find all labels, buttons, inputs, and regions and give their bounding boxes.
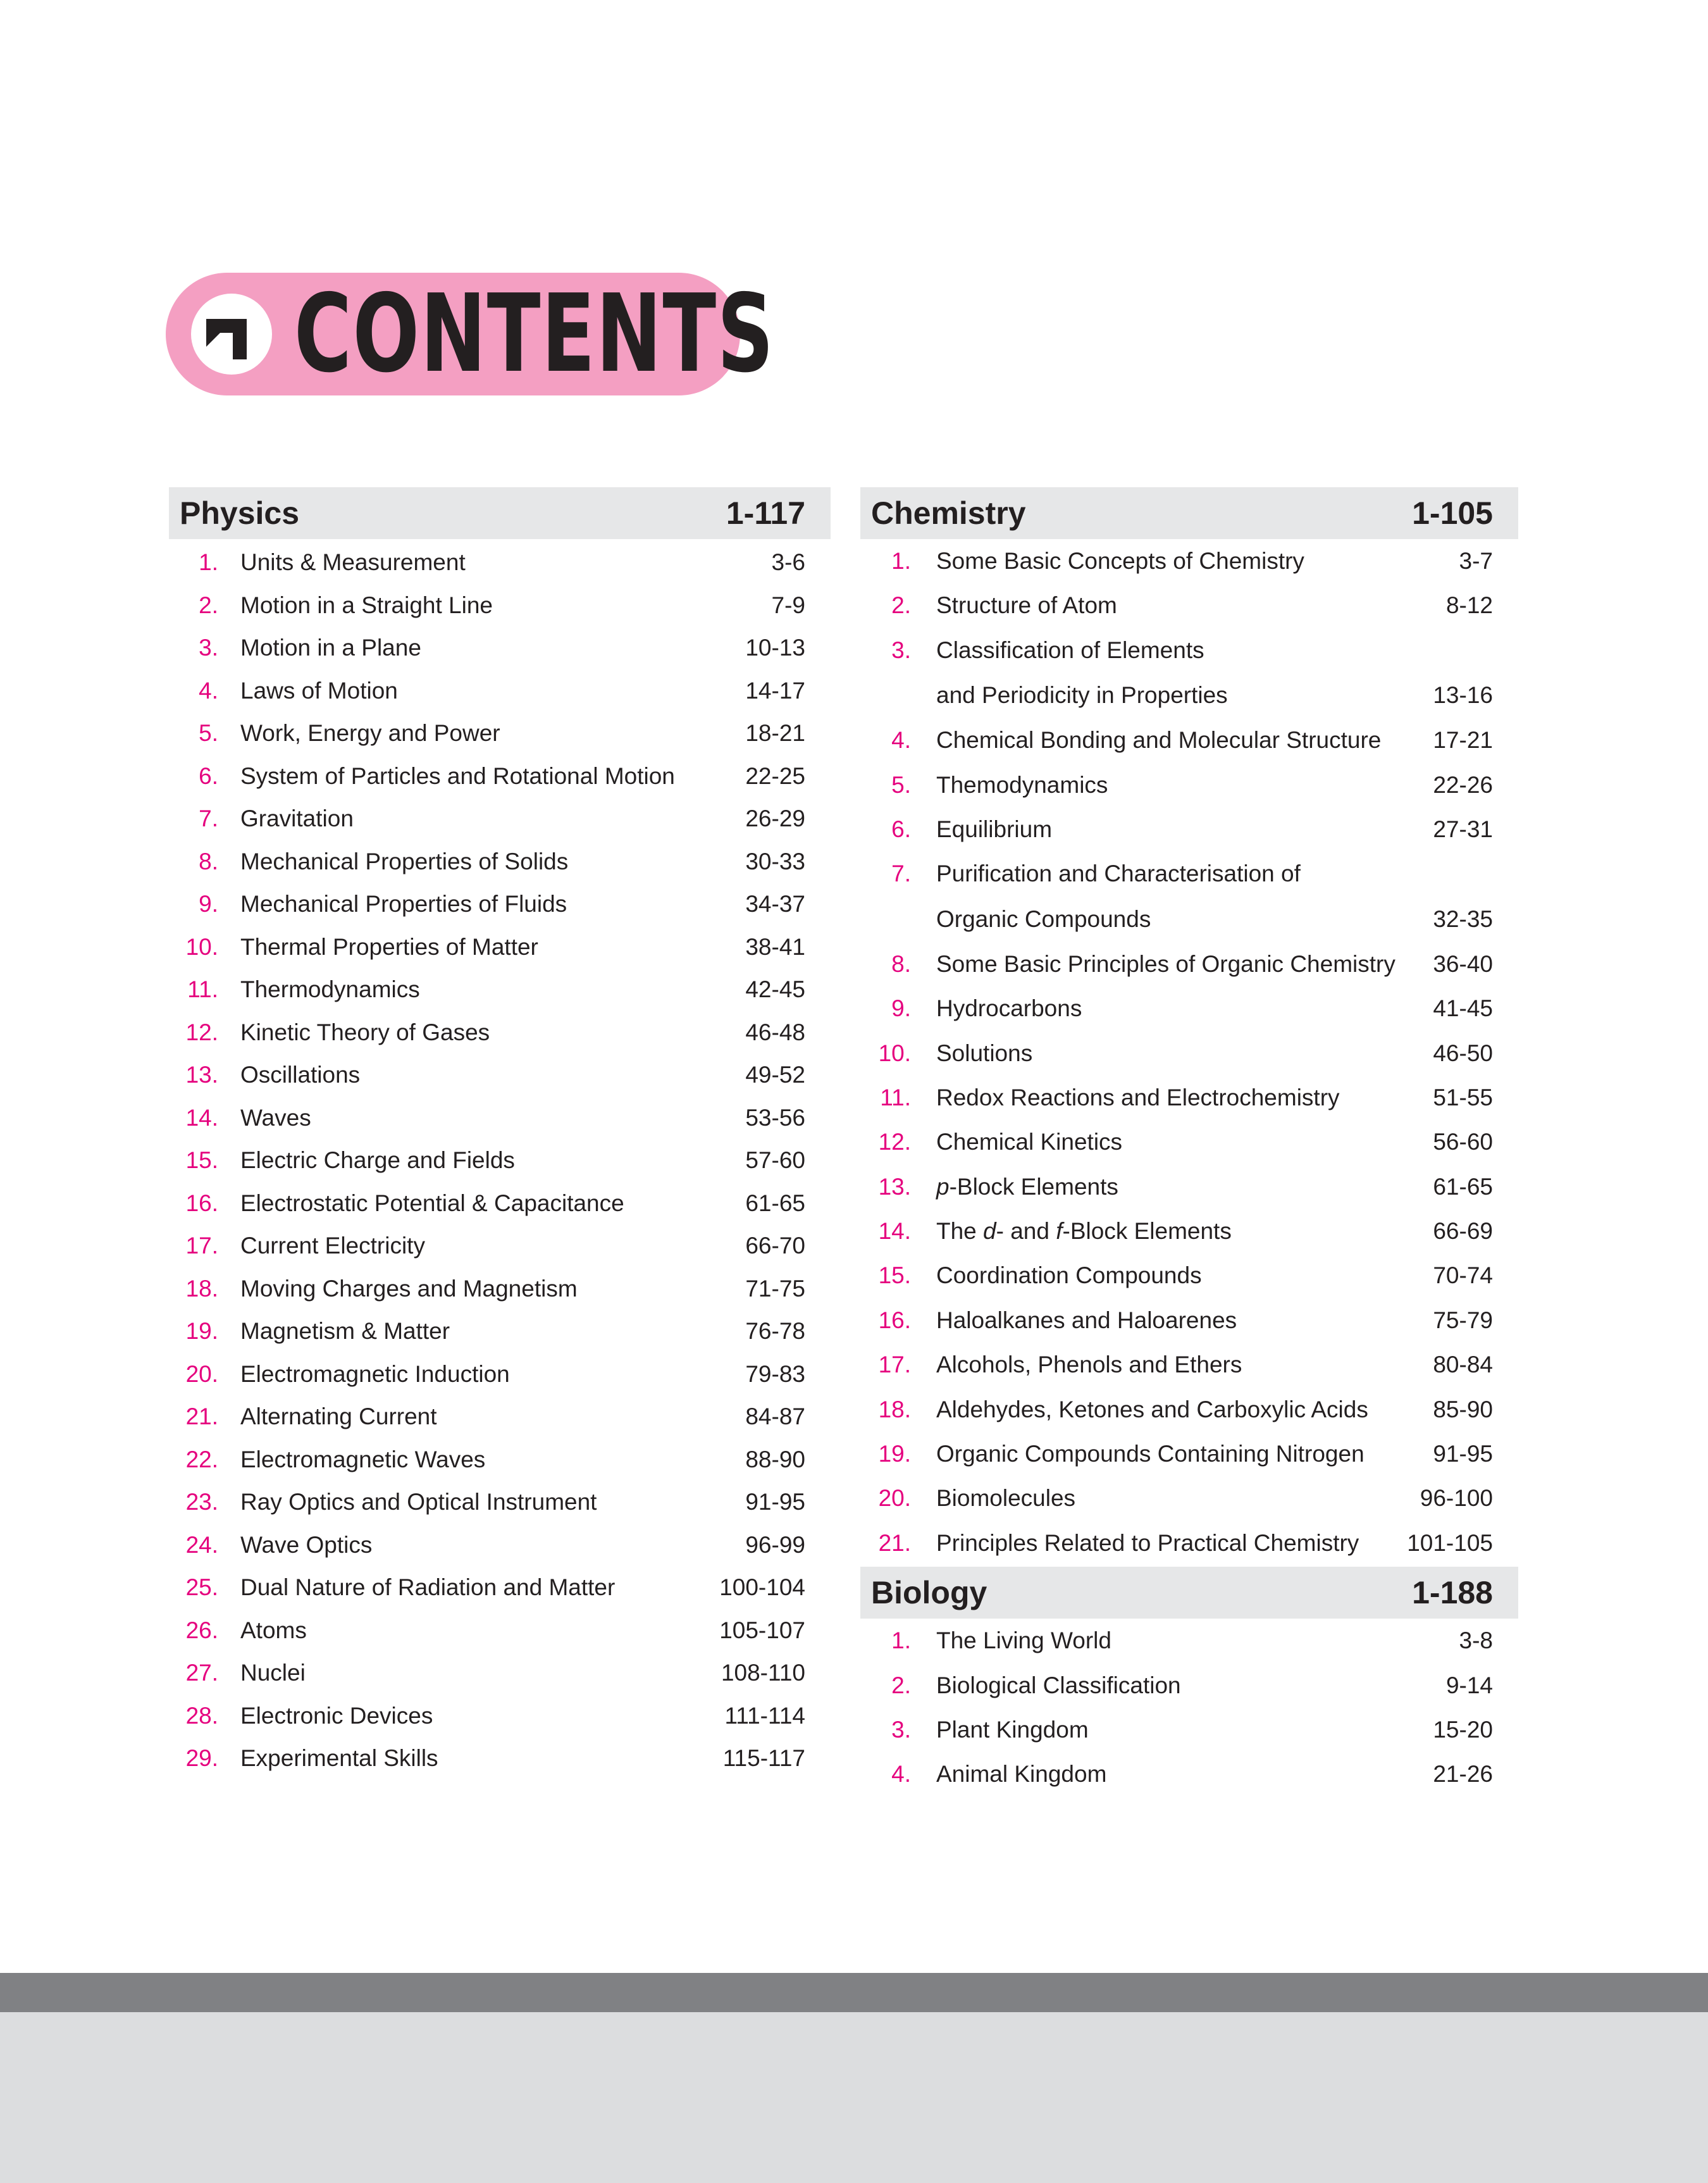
chapter-title: Some Basic Concepts of Chemistry <box>936 548 1304 574</box>
chapter-title: Chemical Kinetics <box>936 1129 1123 1155</box>
chapter-pages: 53-56 <box>745 1104 805 1131</box>
chapter-title: Classification of Elements <box>936 637 1204 663</box>
chapter-pages: 76-78 <box>745 1318 805 1344</box>
chapter-number: 19. <box>185 1318 218 1344</box>
chapter-number: 9. <box>891 995 911 1022</box>
chapter-number: 1. <box>891 1627 911 1654</box>
chapter-row <box>169 626 831 669</box>
footer-band-dark <box>0 1973 1708 2012</box>
chapter-pages: 7-9 <box>771 592 805 618</box>
chapter-row <box>169 584 831 627</box>
chapter-number: 3. <box>891 1716 911 1743</box>
chapter-row <box>169 1438 831 1481</box>
chapter-pages: 36-40 <box>1433 950 1493 977</box>
chapter-row <box>169 1609 831 1652</box>
chapter-title: Thermodynamics <box>240 976 420 1002</box>
chapter-pages: 15-20 <box>1433 1716 1493 1743</box>
chapter-pages: 91-95 <box>745 1489 805 1515</box>
chapter-title: Work, Energy and Power <box>240 720 500 746</box>
chapter-title: Kinetic Theory of Gases <box>240 1019 490 1045</box>
chapter-row <box>860 1388 1518 1432</box>
footer-band-light <box>0 2012 1708 2183</box>
chapter-title: Motion in a Straight Line <box>240 592 493 618</box>
chapter-row <box>169 1737 831 1780</box>
chemistry-biology-column <box>860 487 1518 1797</box>
chapter-title: Waves <box>240 1104 311 1131</box>
chapter-pages: 71-75 <box>745 1275 805 1302</box>
chapter-row <box>860 986 1518 1031</box>
chapter-number: 2. <box>891 1672 911 1698</box>
chapter-number: 9. <box>199 891 218 917</box>
chapter-title: Dual Nature of Radiation and Matter <box>240 1574 616 1600</box>
chapter-row <box>169 1524 831 1567</box>
chapter-number: 15. <box>185 1147 218 1173</box>
chapter-row <box>860 1165 1518 1209</box>
chapter-row <box>860 718 1518 762</box>
chapter-title: The d- and f-Block Elements <box>936 1218 1232 1245</box>
section-header-physics <box>169 487 831 539</box>
chapter-title: Structure of Atom <box>936 592 1117 619</box>
chapter-title: Units & Measurement <box>240 549 466 575</box>
chapter-row <box>860 763 1518 807</box>
chapter-number: 22. <box>185 1446 218 1472</box>
chapter-title: System of Particles and Rotational Motion <box>240 762 675 789</box>
chapter-title: Hydrocarbons <box>936 995 1082 1022</box>
chapter-title: Solutions <box>936 1040 1033 1066</box>
chapter-title: Aldehydes, Ketones and Carboxylic Acids <box>936 1396 1368 1422</box>
chapter-number: 8. <box>199 848 218 874</box>
chapter-row <box>860 1298 1518 1343</box>
section-page-range: 1-105 <box>1412 495 1493 531</box>
chapter-row <box>169 797 831 840</box>
chapter-title: Electronic Devices <box>240 1702 433 1729</box>
chapter-number: 17. <box>185 1233 218 1259</box>
chapter-row <box>169 1353 831 1396</box>
chapter-title: Some Basic Principles of Organic Chemistry <box>936 950 1395 977</box>
chapter-pages: 30-33 <box>745 848 805 874</box>
chapter-number: 28. <box>185 1702 218 1729</box>
chapter-pages: 3-6 <box>771 549 805 575</box>
chapter-number: 7. <box>199 805 218 831</box>
chapter-row <box>169 1097 831 1140</box>
chapter-pages: 70-74 <box>1433 1262 1493 1289</box>
chapter-pages: 96-99 <box>745 1531 805 1558</box>
chapter-number: 1. <box>891 548 911 574</box>
physics-chapter-list <box>169 539 831 1780</box>
chapter-pages: 79-83 <box>745 1360 805 1387</box>
chapter-row <box>169 968 831 1011</box>
chapter-pages: 85-90 <box>1433 1396 1493 1422</box>
chapter-title: Haloalkanes and Haloarenes <box>936 1307 1237 1333</box>
chapter-row <box>860 1253 1518 1298</box>
chapter-number: 11. <box>187 976 218 1002</box>
chapter-number: 12. <box>185 1019 218 1045</box>
chapter-row <box>860 1521 1518 1565</box>
chapter-title: Atoms <box>240 1617 307 1643</box>
chapter-title: Plant Kingdom <box>936 1716 1089 1743</box>
chapter-number: 4. <box>891 1761 911 1788</box>
chapter-number: 4. <box>891 727 911 754</box>
chapter-title: Electrostatic Potential & Capacitance <box>240 1190 624 1216</box>
chapter-number: 2. <box>199 592 218 618</box>
chapter-title: Motion in a Plane <box>240 635 421 661</box>
chapter-pages: 17-21 <box>1433 727 1493 754</box>
chapter-pages: 10-13 <box>745 635 805 661</box>
chapter-title: Thermal Properties of Matter <box>240 933 538 960</box>
chapter-title: Laws of Motion <box>240 677 398 704</box>
chapter-pages: 51-55 <box>1433 1084 1493 1110</box>
chapter-title: Organic Compounds <box>936 905 1151 932</box>
chapter-number: 5. <box>199 720 218 746</box>
chapter-title: Oscillations <box>240 1062 361 1088</box>
chemistry-chapter-list <box>860 539 1518 1565</box>
chapter-row <box>169 1566 831 1609</box>
chapter-pages: 80-84 <box>1433 1352 1493 1378</box>
chapter-row <box>169 1481 831 1524</box>
chapter-number: 18. <box>185 1275 218 1302</box>
chapter-row <box>169 1224 831 1267</box>
chapter-row <box>860 1432 1518 1476</box>
chapter-number: 21. <box>878 1529 911 1556</box>
chapter-pages: 84-87 <box>745 1403 805 1429</box>
chapter-number: 11. <box>880 1084 911 1110</box>
chapter-number: 14. <box>878 1218 911 1245</box>
chapter-row <box>860 673 1518 718</box>
chapter-title: Nuclei <box>240 1660 306 1686</box>
section-page-range: 1-188 <box>1412 1575 1493 1611</box>
page-title: CONTENTS <box>294 271 775 397</box>
chapter-pages: 108-110 <box>721 1660 805 1686</box>
chapter-number: 23. <box>185 1489 218 1515</box>
chapter-pages: 56-60 <box>1433 1129 1493 1155</box>
chapter-row <box>860 539 1518 583</box>
chapter-row <box>169 712 831 755</box>
chapter-row <box>169 1182 831 1225</box>
chapter-pages: 66-70 <box>745 1233 805 1259</box>
chapter-pages: 61-65 <box>745 1190 805 1216</box>
chapter-title: Mechanical Properties of Solids <box>240 848 569 874</box>
chapter-pages: 66-69 <box>1433 1218 1493 1245</box>
chapter-row <box>860 628 1518 673</box>
chapter-title: Organic Compounds Containing Nitrogen <box>936 1441 1365 1467</box>
chapter-title: Mechanical Properties of Fluids <box>240 891 567 917</box>
chapter-row <box>169 669 831 712</box>
chapter-row <box>860 897 1518 942</box>
chapter-number: 26. <box>185 1617 218 1643</box>
chapter-pages: 32-35 <box>1433 905 1493 932</box>
chapter-row <box>169 1310 831 1353</box>
chapter-pages: 42-45 <box>745 976 805 1002</box>
chapter-row <box>860 1708 1518 1752</box>
contents-banner <box>166 271 775 397</box>
chapter-pages: 3-8 <box>1459 1627 1493 1654</box>
chapter-row <box>169 926 831 969</box>
chapter-number: 2. <box>891 592 911 619</box>
chapter-row <box>860 1343 1518 1387</box>
chapter-pages: 41-45 <box>1433 995 1493 1022</box>
chapter-row <box>860 583 1518 628</box>
chapter-pages: 49-52 <box>745 1062 805 1088</box>
chapter-pages: 18-21 <box>745 720 805 746</box>
chapter-number: 29. <box>185 1745 218 1771</box>
chapter-pages: 22-25 <box>745 762 805 789</box>
chapter-row <box>169 1267 831 1310</box>
chapter-title: Experimental Skills <box>240 1745 438 1771</box>
chapter-number: 16. <box>185 1190 218 1216</box>
chapter-title: Animal Kingdom <box>936 1761 1107 1788</box>
chapter-title: Themodynamics <box>936 771 1108 798</box>
chapter-number: 24. <box>185 1531 218 1558</box>
section-page-range: 1-117 <box>726 495 805 531</box>
chapter-title: Biomolecules <box>936 1485 1076 1512</box>
chapter-pages: 96-100 <box>1420 1485 1493 1512</box>
chapter-pages: 34-37 <box>745 891 805 917</box>
chapter-pages: 91-95 <box>1433 1441 1493 1467</box>
chapter-row <box>860 1031 1518 1076</box>
chapter-row <box>860 1664 1518 1708</box>
chapter-pages: 46-48 <box>745 1019 805 1045</box>
chapter-pages: 3-7 <box>1459 548 1493 574</box>
chapter-pages: 8-12 <box>1445 592 1493 619</box>
chapter-row <box>860 807 1518 852</box>
chapter-title: and Periodicity in Properties <box>936 682 1228 709</box>
chapter-number: 21. <box>185 1403 218 1429</box>
chapter-title: Ray Optics and Optical Instrument <box>240 1489 597 1515</box>
chapter-pages: 22-26 <box>1433 771 1493 798</box>
chapter-pages: 9-14 <box>1445 1672 1493 1698</box>
chapter-number: 1. <box>199 549 218 575</box>
physics-column <box>169 487 831 1780</box>
chapter-row <box>860 1209 1518 1253</box>
chapter-pages: 46-50 <box>1433 1040 1493 1066</box>
chapter-pages: 38-41 <box>745 933 805 960</box>
chapter-row <box>169 1054 831 1097</box>
chapter-title: p-Block Elements <box>936 1173 1118 1200</box>
chapter-title: The Living World <box>936 1627 1111 1654</box>
section-header-biology <box>860 1567 1518 1619</box>
chapter-row <box>860 852 1518 896</box>
biology-chapter-list <box>860 1619 1518 1797</box>
chapter-number: 17. <box>878 1352 911 1378</box>
chapter-title: Biological Classification <box>936 1672 1181 1698</box>
chapter-number: 13. <box>878 1173 911 1200</box>
section-name: Physics <box>180 495 300 531</box>
chapter-title: Wave Optics <box>240 1531 373 1558</box>
chapter-row <box>860 1752 1518 1796</box>
section-name: Biology <box>871 1575 987 1611</box>
chapter-title: Electromagnetic Waves <box>240 1446 486 1472</box>
chapter-title: Gravitation <box>240 805 354 831</box>
chapter-title: Electric Charge and Fields <box>240 1147 515 1173</box>
chapter-pages: 27-31 <box>1433 816 1493 842</box>
chapter-number: 25. <box>185 1574 218 1600</box>
chapter-pages: 61-65 <box>1433 1173 1493 1200</box>
chapter-title: Current Electricity <box>240 1233 425 1259</box>
chapter-row <box>169 840 831 883</box>
chapter-pages: 115-117 <box>722 1745 805 1771</box>
chapter-row <box>169 1011 831 1054</box>
chapter-pages: 111-114 <box>724 1702 805 1729</box>
chapter-title: Coordination Compounds <box>936 1262 1202 1289</box>
chapter-number: 6. <box>199 762 218 789</box>
chapter-number: 6. <box>891 816 911 842</box>
chapter-row <box>860 942 1518 986</box>
chapter-pages: 26-29 <box>745 805 805 831</box>
chapter-number: 19. <box>878 1441 911 1467</box>
chapter-number: 5. <box>891 771 911 798</box>
chapter-pages: 75-79 <box>1433 1307 1493 1333</box>
chapter-number: 12. <box>878 1129 911 1155</box>
chapter-title: Alcohols, Phenols and Ethers <box>936 1352 1242 1378</box>
chapter-row <box>169 1695 831 1738</box>
chapter-number: 3. <box>199 635 218 661</box>
chapter-title: Principles Related to Practical Chemistry <box>936 1529 1359 1556</box>
chapter-pages: 88-90 <box>745 1446 805 1472</box>
chapter-number: 3. <box>891 637 911 663</box>
arrow-icon-badge <box>191 294 272 375</box>
section-name: Chemistry <box>871 495 1026 531</box>
chapter-row <box>860 1076 1518 1120</box>
chapter-title: Redox Reactions and Electrochemistry <box>936 1084 1340 1110</box>
chapter-number: 4. <box>199 677 218 704</box>
chapter-title: Purification and Characterisation of <box>936 861 1301 887</box>
chapter-title: Moving Charges and Magnetism <box>240 1275 578 1302</box>
chapter-pages: 100-104 <box>719 1574 805 1600</box>
corner-arrow-icon <box>191 294 272 375</box>
chapter-title: Electromagnetic Induction <box>240 1360 510 1387</box>
chapter-number: 20. <box>878 1485 911 1512</box>
chapter-pages: 13-16 <box>1433 682 1493 709</box>
chapter-number: 14. <box>185 1104 218 1131</box>
chapter-title: Equilibrium <box>936 816 1053 842</box>
section-header-chemistry <box>860 487 1518 539</box>
chapter-number: 20. <box>185 1360 218 1387</box>
chapter-number: 15. <box>878 1262 911 1289</box>
chapter-number: 10. <box>185 933 218 960</box>
chapter-row <box>169 755 831 798</box>
chapter-number: 7. <box>891 861 911 887</box>
chapter-row <box>169 1651 831 1695</box>
chapter-number: 13. <box>185 1062 218 1088</box>
chapter-row <box>860 1120 1518 1164</box>
chapter-pages: 14-17 <box>745 677 805 704</box>
chapter-pages: 101-105 <box>1407 1529 1493 1556</box>
chapter-pages: 105-107 <box>719 1617 805 1643</box>
chapter-row <box>169 883 831 926</box>
chapter-row <box>169 541 831 584</box>
chapter-number: 8. <box>891 950 911 977</box>
chapter-number: 16. <box>878 1307 911 1333</box>
chapter-row <box>860 1619 1518 1663</box>
chapter-title: Alternating Current <box>240 1403 437 1429</box>
chapter-title: Magnetism & Matter <box>240 1318 450 1344</box>
chapter-number: 10. <box>878 1040 911 1066</box>
chapter-number: 18. <box>878 1396 911 1422</box>
chapter-row <box>169 1139 831 1182</box>
chapter-row <box>860 1476 1518 1521</box>
chapter-row <box>169 1395 831 1438</box>
chapter-number: 27. <box>185 1660 218 1686</box>
chapter-pages: 21-26 <box>1433 1761 1493 1788</box>
chapter-title: Chemical Bonding and Molecular Structure <box>936 727 1382 754</box>
chapter-pages: 57-60 <box>745 1147 805 1173</box>
